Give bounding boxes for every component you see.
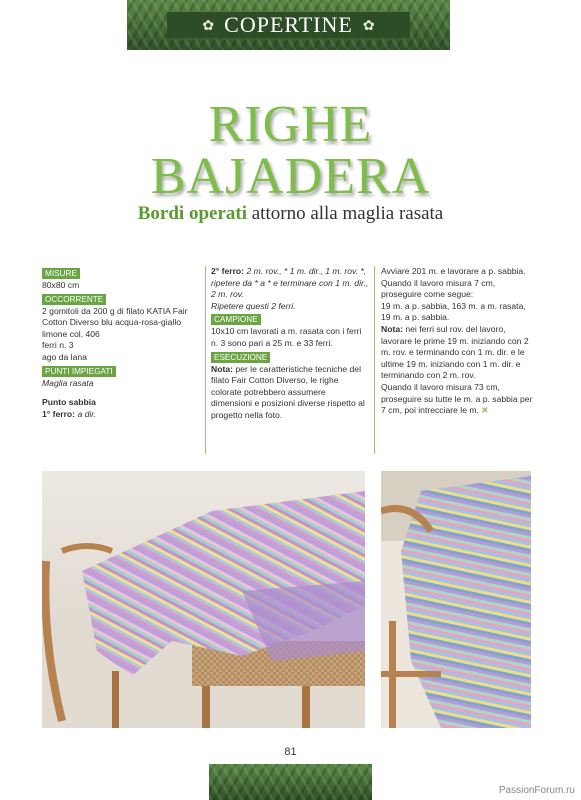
row2-text: 2 m. rov., * 1 m. dir., 1 m. rov. *, ripetere da * a * e terminare con 1 m. dir., 2 m. rov. (211, 266, 369, 300)
occorrente-needles: ferri n. 3 (42, 340, 74, 351)
repeat-text: Ripetere questi 2 ferri. (211, 300, 296, 311)
misure-text: 80x80 cm (42, 280, 80, 290)
watermark: PassionForum.ru (498, 785, 575, 796)
column-stitches (211, 266, 369, 422)
photo-blanket-detail (381, 471, 531, 728)
heading-esecuzione: ESECUZIONE (211, 352, 270, 363)
instr-sequence: 19 m. a p. sabbia, 163 m. a m. rasata, 19 m. a p. sabbia. (381, 300, 526, 323)
campione-text: 10x10 cm lavorati a m. rasata con i ferri n. 3 sono pari a 25 m. e 33 ferri. (211, 326, 362, 348)
section-title: COPERTINE (224, 12, 353, 37)
flower-icon: ✿ (202, 16, 215, 33)
instr-continue: Quando il lavoro misura 7 cm, proseguire come segue: (381, 277, 496, 300)
heading-campione: CAMPIONE (211, 314, 261, 325)
heading-occorrente: OCCORRENTE (42, 294, 106, 305)
nota-label-2: Nota: (381, 323, 403, 334)
row1-label: 1° ferro: (42, 408, 76, 419)
article-subtitle (0, 203, 581, 225)
nota-label: Nota: (211, 363, 233, 374)
column-divider (205, 266, 206, 454)
heading-misure: MISURE (42, 268, 80, 279)
article-title-line1: RIGHE (208, 96, 373, 153)
page-number: 81 (284, 746, 297, 758)
section-banner (127, 0, 450, 50)
nota-text: per le caratteristiche tecniche del filato Fair Cotton Diverso, le righe colorate potrebbero assumere dimensioni e posizioni diverse rispetto al progetto nella foto. (211, 363, 365, 420)
punti-text: Maglia rasata (42, 377, 94, 388)
blanket-detail-illustration (381, 471, 531, 728)
instr-cast-on: Avviare 201 m. e lavorare a p. sabbia. (381, 266, 526, 276)
subtitle-rest: attorno alla maglia rasata (251, 203, 444, 224)
article-title-line2: BAJADERA (150, 148, 431, 205)
row2-label: 2° ferro: (211, 266, 245, 276)
heading-punti: PUNTI IMPIEGATI (42, 366, 116, 377)
photo-blanket-chair (42, 471, 365, 728)
occorrente-yarn: 2 gomitoli da 200 g di filato KATIA Fair Cotton Diverso blu acqua-rosa-giallo limone col. 406 (42, 305, 188, 339)
end-mark-icon: ✕ (481, 405, 489, 416)
nota-text-2: nei ferri sul rov. del lavoro, lavorare le prime 19 m. iniziando con 2 m. rov. e terminando con 1 m. dir. e le ultime 19 m. iniziando con 1 m. dir. e terminando con 2 m. rov. (381, 323, 529, 381)
subtitle-bold: Bordi operati (137, 203, 247, 224)
footer-band (209, 764, 372, 800)
column-materials (42, 266, 202, 420)
column-divider (374, 266, 375, 454)
column-instructions (381, 266, 533, 417)
occorrente-tool: ago da lana (42, 351, 87, 362)
section-label-box (167, 12, 410, 38)
instr-finish: Quando il lavoro misura 73 cm, proseguire su tutte le m. a p. sabbia per 7 cm, poi intrecciare le m. (381, 381, 533, 416)
row1-text: a dir. (77, 408, 97, 419)
blanket-photo-illustration (42, 471, 365, 728)
flower-icon: ✿ (362, 16, 375, 33)
heading-punto-sabbia: Punto sabbia (42, 397, 96, 408)
